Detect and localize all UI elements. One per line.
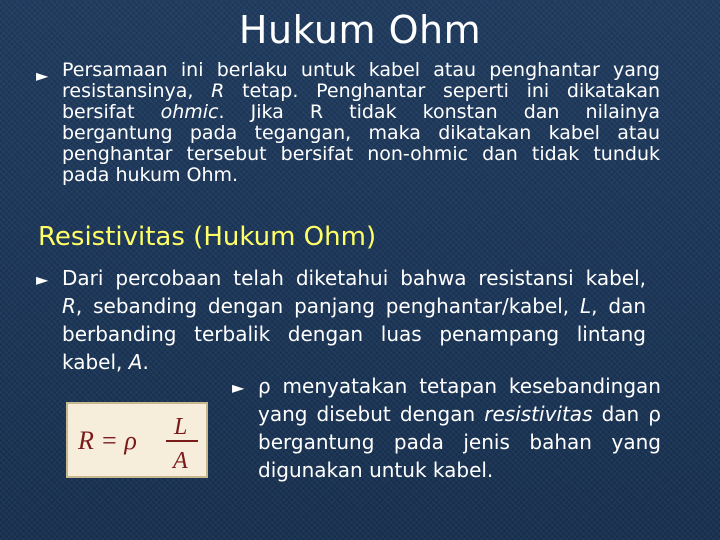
formula-lhs: R = ρ xyxy=(78,426,137,455)
formula-numerator: L xyxy=(174,414,188,440)
formula-denominator: A xyxy=(173,448,188,474)
para2-line1: Dari percobaan telah diketahui bahwa resistansi kabel, xyxy=(62,266,646,290)
para1-line3: bersifat ohmic. Jika R tidak konstan dan nilainya xyxy=(62,101,660,123)
para2-line3: berbanding terbalik dengan luas penampang lintang xyxy=(62,322,646,346)
ohmic-paragraph xyxy=(62,60,660,186)
rho-paragraph xyxy=(258,372,661,484)
para3-line3: bergantung pada jenis bahan yang xyxy=(258,430,661,454)
bullet-icon: ► xyxy=(232,378,245,397)
para3-line2: yang disebut dengan resistivitas dan ρ xyxy=(258,402,661,426)
para1-line2: resistansinya, R tetap. Penghantar seperti ini dikatakan xyxy=(62,80,661,102)
para3-line4: digunakan untuk kabel. xyxy=(258,458,494,482)
para1-line1: Persamaan ini berlaku untuk kabel atau penghantar yang xyxy=(62,59,660,81)
slide-title: Hukum Ohm xyxy=(238,8,482,52)
para1-line6: pada hukum Ohm. xyxy=(62,164,239,186)
para1-line4: bergantung pada tegangan, maka dikatakan kabel atau xyxy=(62,122,660,144)
section-subtitle: Resistivitas (Hukum Ohm) xyxy=(38,222,377,252)
para3-line1: ρ menyatakan tetapan kesebandingan xyxy=(258,374,661,398)
para2-line4: kabel, A. xyxy=(62,350,149,374)
bullet-icon: ► xyxy=(36,270,49,289)
resistivity-formula xyxy=(66,402,208,478)
resistivity-paragraph xyxy=(62,264,646,376)
para1-line5: penghantar tersebut bersifat non-ohmic dan tidak tunduk xyxy=(62,143,660,165)
bullet-icon: ► xyxy=(36,66,49,85)
para2-line2: R, sebanding dengan panjang penghantar/kabel, L, dan xyxy=(62,294,647,318)
